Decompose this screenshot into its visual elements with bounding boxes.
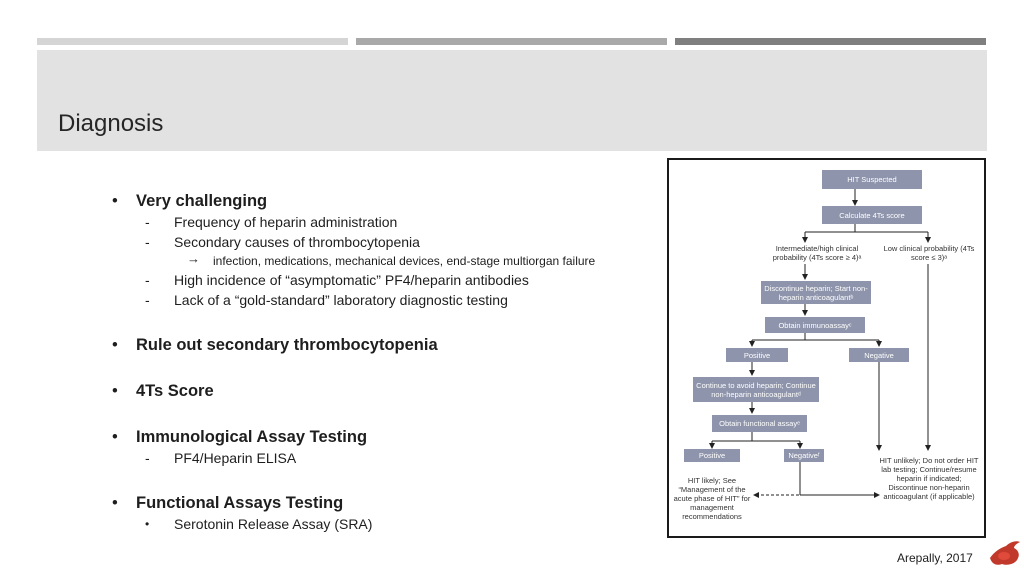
sub-bullet: - Lack of a “gold-standard” laboratory diagnostic testing <box>145 292 508 308</box>
bullet-immunological: • Immunological Assay Testing <box>112 426 672 448</box>
flow-hit-suspected: HIT Suspected <box>822 170 922 189</box>
red-blood-drop-logo <box>986 538 1024 572</box>
flow-discontinue-heparin: Discontinue heparin; Start non-heparin anticoagulantᵇ <box>761 281 871 304</box>
sub-bullet: • Serotonin Release Assay (SRA) <box>145 516 373 532</box>
title-band <box>37 50 987 151</box>
flow-hit-unlikely: HIT unlikely; Do not order HIT lab testing; Continue/resume heparin if indicated; Discontinue non-heparin anticoagulant (if applicable) <box>879 456 979 501</box>
flow-calculate-4ts: Calculate 4Ts score <box>822 206 922 224</box>
sub-bullet: - PF4/Heparin ELISA <box>145 450 297 466</box>
flow-positive-2: Positive <box>684 449 740 462</box>
flow-hit-likely: HIT likely; See “Management of the acute phase of HIT” for management recommendations <box>673 476 751 521</box>
flow-negative-1: Negative <box>849 348 909 362</box>
decor-bar-middle <box>356 38 667 45</box>
decor-bar-right <box>675 38 986 45</box>
hit-flowchart <box>667 158 986 538</box>
citation: Arepally, 2017 <box>897 551 973 565</box>
bullet-functional: • Functional Assays Testing <box>112 492 672 514</box>
bullet-rule-out: • Rule out secondary thrombocytopenia <box>112 334 672 356</box>
decor-bar-left <box>37 38 348 45</box>
sub-bullet: - Secondary causes of thrombocytopenia <box>145 234 420 250</box>
bullet-list <box>112 190 672 534</box>
bullet-4ts-score: • 4Ts Score <box>112 380 672 402</box>
flow-low-probability: Low clinical probability (4Ts score ≤ 3)ᵃ <box>883 244 975 262</box>
right-arrow-icon: → <box>187 251 200 266</box>
sub-bullet: - High incidence of “asymptomatic” PF4/heparin antibodies <box>145 272 529 288</box>
flow-obtain-immunoassay: Obtain immunoassayᶜ <box>765 317 865 333</box>
flow-negative-2: Negativeᶠ <box>784 449 824 462</box>
flow-continue-avoid: Continue to avoid heparin; Continue non-heparin anticoagulantᵈ <box>693 377 819 402</box>
slide-title: Diagnosis <box>58 110 164 137</box>
flow-positive-1: Positive <box>726 348 788 362</box>
bullet-very-challenging: • Very challenging <box>112 190 672 212</box>
flow-intermediate-high: Intermediate/high clinical probability (4Ts score ≥ 4)ᵃ <box>772 244 862 262</box>
sub-bullet: - Frequency of heparin administration <box>145 214 398 230</box>
arrow-sub-bullet: → infection, medications, mechanical devices, end-stage multiorgan failure <box>187 251 596 268</box>
flow-obtain-functional: Obtain functional assayᵉ <box>712 415 807 432</box>
